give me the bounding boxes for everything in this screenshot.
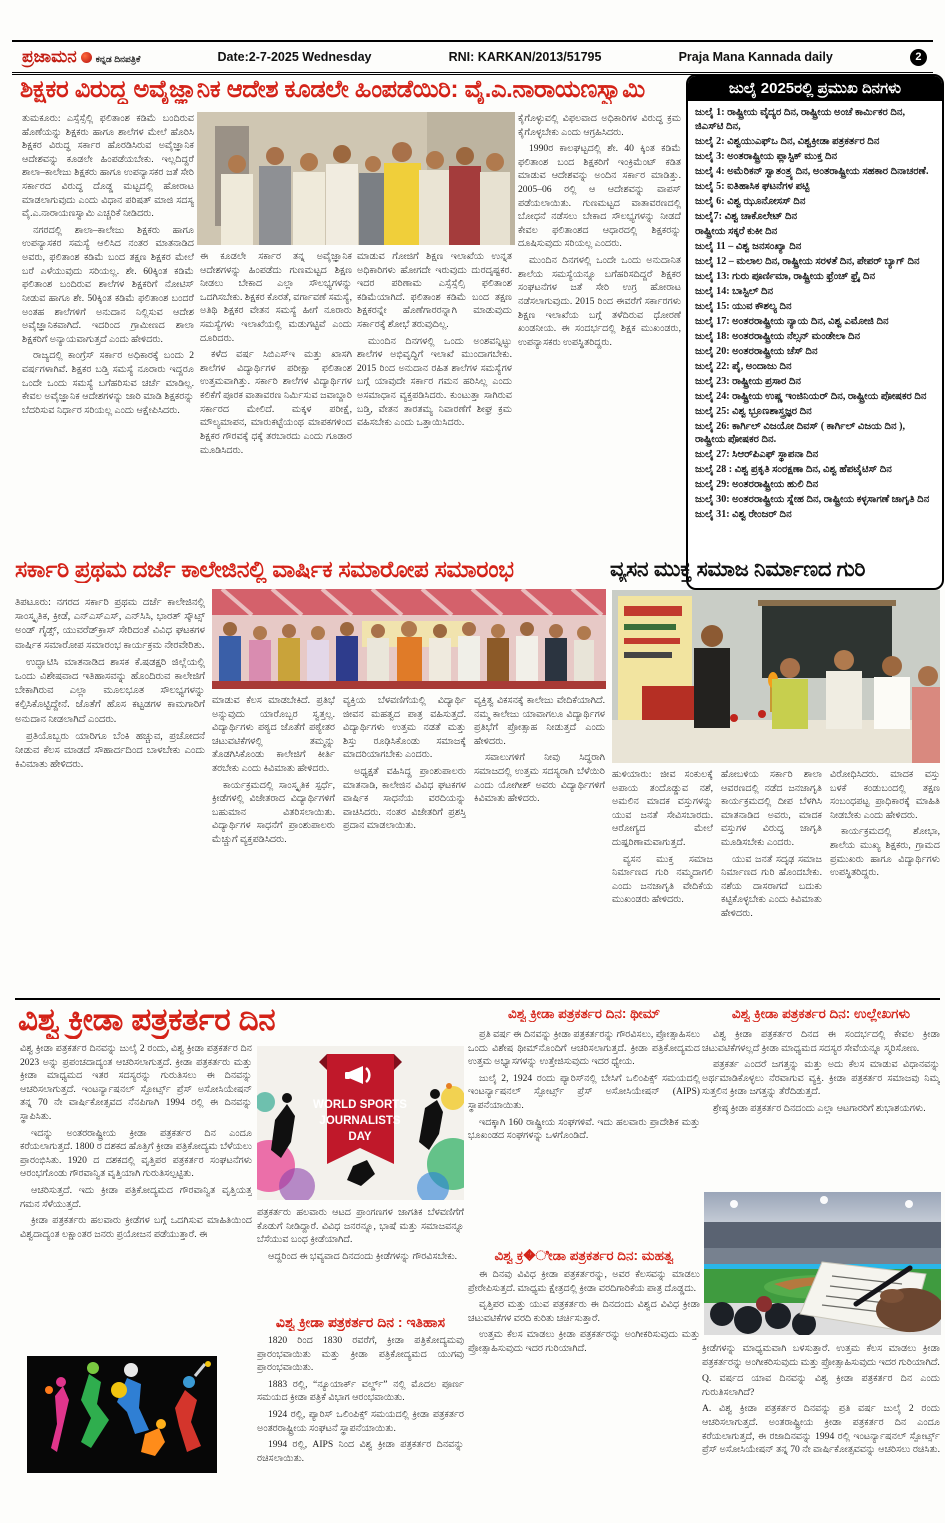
list-item: ಜುಲೈ 17: ಅಂತರರಾಷ್ಟ್ರೀಯ ನ್ಯಾಯ ದಿನ, ವಿಶ್ವ ಎಮೋಜಿ ದಿನ [695, 315, 889, 327]
july-days-box [686, 74, 944, 590]
story1-headline: ಶಿಕ್ಷಕರ ವಿರುದ್ಧ ಅವೈಜ್ಞಾನಿಕ ಆದೇಶ ಕೂಡಲೇ ಹಿಂಪಡೆಯಿರಿ: ವೈ.ಎ.ನಾರಾಯಣಸ್ವಾಮಿ [20, 76, 645, 103]
story4-qa-col [702, 1342, 940, 1520]
paragraph: ಹೋಬಳಿಯ ಸರ್ಕಾರಿ ಶಾಲಾ ಆವರಣದಲ್ಲಿ ನಡೆದ ಜನಜಾಗೃತಿ ಕಾರ್ಯಕ್ರಮದಲ್ಲಿ ದೀಪ ಬೆಳಗಿಸಿ ಮಾತನಾಡಿದ ಅವರು, ಮಾದಕ ವಸ್ತುಗಳ ವಿರುದ್ಧ ಜಾಗೃತಿ ಮೂಡಿಸಬೇಕು ಎಂದರು. [721, 769, 822, 849]
list-item: ಜುಲೈ 22: ಪೈ, ಅಂದಾಜು ದಿನ [695, 360, 792, 372]
list-item: ಜುಲೈ7: ವಿಶ್ವ ಚಾಕೊಲೇಟ್ ದಿನ [695, 210, 798, 222]
list-item: ಜುಲೈ 15: ಯುವ ಕೌಶಲ್ಯ ದಿನ [695, 300, 792, 312]
story4-subhead-quotes: ವಿಶ್ವ ಕ್ರೀಡಾ ಪತ್ರಕರ್ತರ ದಿನ: ಉಲ್ಲೇಖಗಳು [731, 1006, 911, 1021]
paragraph: ಸವಾಲುಗಳಿಗೆ ನೀವು ಸಿದ್ಧರಾಗಿ ಸಮಾಜದಲ್ಲಿ ಉತ್ತಮ ಸದಸ್ಯರಾಗಿ ಬೆಳೆಯಿರಿ ಎಂದು ಯೋಗೀಶ್ ಅವರು ವಿದ್ಯಾರ್ಥಿಗಳಿಗೆ ಕಿವಿಮಾತು ಹೇಳಿದರು. [474, 752, 605, 805]
story1-col3 [357, 250, 512, 574]
paragraph: ವಿಶ್ವ ಕ್ರೀಡಾ ಪತ್ರಕರ್ತರ ದಿನದ ಈ ಸಂದರ್ಭದಲ್ಲಿ ಕೇವಲ ಕ್ರೀಡಾ ಚಟುವಟಿಕೆಗಳಲ್ಲದೆ ಕ್ರೀಡಾ ಮಾಧ್ಯಮದ ಸದಸ್ಯರ ಸೇವೆಯನ್ನೂ ಸ್ಮರಿಸೋಣ. [702, 1029, 940, 1054]
paragraph: ಹುಳಿಯಾರು: ಜೀವ ಸಂಕುಲಕ್ಕೆ ಅಪಾಯ ತಂದೊಡ್ಡುವ ನಶೆ, ಅಮಲಿನ ಮಾದಕ ವಸ್ತುಗಳನ್ನು ಯುವ ಜನತೆ ಸೇವಿಸಬಾರದು. ಆರೋಗ್ಯದ ಮೇಲೆ ದುಷ್ಪರಿಣಾಮವಾಗುತ್ತದೆ. [612, 769, 713, 849]
list-item: ಜುಲೈ 27: ಸಿಆರ್‌ಪಿಎಫ್ ಸ್ಥಾಪನಾ ದಿನ [695, 449, 819, 461]
july-box-title: ಜುಲೈ 2025ರಲ್ಲಿ ಪ್ರಮುಖ ದಿನಗಳು [688, 76, 942, 101]
paragraph: 1883 ರಲ್ಲಿ, “ನ್ಯೂಯಾರ್ಕ್ ವರ್ಲ್ಡ್” ನಲ್ಲಿ ಮೊದಲ ಪೂರ್ಣ ಸಮಯದ ಕ್ರೀಡಾ ಪತ್ರಿಕೆ ವಿಭಾಗ ಆರಂಭವಾಯಿತು. [257, 1378, 464, 1404]
paragraph: ಶ್ರೇಷ್ಠ ಕ್ರೀಡಾ ಪತ್ರಕರ್ತರ ದಿನದಂದು ಎಲ್ಲಾ ಆಟಗಾರರಿಗೆ ಶುಭಾಶಯಗಳು. [713, 1103, 926, 1115]
paragraph: ಅಧ್ಯಕ್ಷತೆ ವಹಿಸಿದ್ದ ಪ್ರಾಂಶುಪಾಲರು ಮಾತನಾಡಿ, ಕಾಲೇಜಿನ ವಿವಿಧ ಘಟಕಗಳ ವಾರ್ಷಿಕ ಸಾಧನೆಯ ವರದಿಯನ್ನು ವಾಚಿಸಿದರು. ನಂತರ ವಿಜೇತರಿಗೆ ಪ್ರಶಸ್ತಿ ಪ್ರದಾನ ಮಾಡಲಾಯಿತು. [343, 766, 466, 832]
story3-event-photo [612, 590, 940, 763]
july-days-list [688, 101, 942, 528]
story2-col2 [212, 694, 335, 995]
story1-col1 [22, 112, 194, 574]
masthead [12, 40, 933, 75]
issue-date: Date:2-7-2025 Wednesday [217, 50, 372, 64]
paragraph: ರಾಜ್ಯದಲ್ಲಿ ಕಾಂಗ್ರೆಸ್ ಸರ್ಕಾರ ಅಧಿಕಾರಕ್ಕೆ ಬಂದು 2 ವರ್ಷಗಳಾಗಿವೆ. ಶಿಕ್ಷಕರ ಬಡ್ತಿ ಸಮಸ್ಯೆ ನೂರಾರು ಇದ್ದರೂ ಒಂದೇ ಒಂದು ಸಮಸ್ಯೆ ಬಗೆಹರಿಸುವ ಚರ್ಚೆ ಮಾಡಿಲ್ಲ. ಕೇವಲ ಅವೈಜ್ಞಾನಿಕ ಆದೇಶಗಳನ್ನು ಜಾರಿ ಮಾಡಿ ಶಿಕ್ಷಕರನ್ನು ಬೆದರಿಸುವ ನಿರ್ಧಾರ ಸರಿಯಲ್ಲ ಎಂದು ಆಕ್ಷೇಪಿಸಿದರು. [22, 350, 194, 416]
qa-question: Q. ವರ್ಷದ ಯಾವ ದಿನವನ್ನು ವಿಶ್ವ ಕ್ರೀಡಾ ಪತ್ರಕರ್ತರ ದಿನ ಎಂದು ಗುರುತಿಸಲಾಗಿದೆ? [702, 1373, 940, 1398]
list-item: ಜುಲೈ 31: ವಿಶ್ವ ರೇಂಜರ್ ದಿನ [695, 509, 792, 521]
paragraph: ಈ ಕೂಡಲೇ ಸರ್ಕಾರ ತನ್ನ ಅವೈಜ್ಞಾನಿಕ ಆದೇಶಗಳನ್ನು ಹಿಂಪಡೆದು ಗುಣಮಟ್ಟದ ಶಿಕ್ಷಣ ನೀಡಲು ಬೇಕಾದ ಎಲ್ಲಾ ಸೌಲಭ್ಯಗಳನ್ನು ಒದಗಿಸಬೇಕು. ಶಿಕ್ಷಕರ ಕೊರತೆ, ವರ್ಗಾವಣೆ ಸಮಸ್ಯೆ, ಅತಿಥಿ ಶಿಕ್ಷಕರ ವೇತನ ಸಮಸ್ಯೆ ಹೀಗೆ ನೂರಾರು ಸಮಸ್ಯೆಗಳು ಇಲಾಖೆಯಲ್ಲಿ ಮಡುಗಟ್ಟಿವೆ ಎಂದು ದೂರಿದರು. [200, 251, 352, 344]
paragraph: ಇದನ್ನು ಅಂತರರಾಷ್ಟ್ರೀಯ ಕ್ರೀಡಾ ಪತ್ರಕರ್ತರ ದಿನ ಎಂದೂ ಕರೆಯಲಾಗುತ್ತದೆ. 1800 ರ ದಶಕದ ಹೊತ್ತಿಗೆ ಕ್ರೀಡಾ ಪತ್ರಿಕೋದ್ಯಮ ಬೆಳೆಯಲು ಪ್ರಾರಂಭಿಸಿತು. 1920 ದ ದಶಕದಲ್ಲಿ ವೃತ್ತಿಪರ ಪತ್ರಕರ್ತರ ಸಂಘಟನೆಗಳು ಆರಂಭಗೊಂಡು ಗೌರವಾನ್ವಿತ ವೃತ್ತಿಯಾಗಿ ಗುರುತಿಸಲ್ಪಟ್ಟಿತು. [20, 1127, 252, 1180]
story4-subhead-history: ವಿಶ್ವ ಕ್ರೀಡಾ ಪತ್ರಕರ್ತರ ದಿನ : ಇತಿಹಾಸ [275, 1314, 446, 1330]
list-item: ಜುಲೈ 23: ರಾಷ್ಟ್ರೀಯ ಪ್ರಸಾರ ದಿನ [695, 375, 802, 387]
list-item: ಜುಲೈ 13: ಗುರು ಪೂರ್ಣಿಮಾ, ರಾಷ್ಟ್ರೀಯ ಫ್ರೆಂಚ್ ಫ್ರೈ ದಿನ [695, 270, 876, 282]
story4-subhead-importance: ವಿಶ್ವ ಕ್ರ�ೀಡಾ ಪತ್ರಕರ್ತರ ದಿನ: ಮಹತ್ವ [494, 1248, 674, 1263]
paragraph: ಆಚರಿಸುತ್ತದೆ. ಇದು ಕ್ರೀಡಾ ಪತ್ರಿಕೋದ್ಯಮದ ಗೌರವಾನ್ವಿತ ವೃತ್ತಿಯತ್ತ ಗಮನ ಸೆಳೆಯುತ್ತದೆ. [20, 1185, 252, 1210]
list-item: ಜುಲೈ 5: ಐತಿಹಾಸಿಕ ಘಟನೆಗಳ ಪಟ್ಟಿ [695, 180, 810, 192]
paragraph: ಆದ್ದರಿಂದ ಈ ಭವ್ಯವಾದ ದಿನದಂದು ಕ್ರೀಡೆಗಳನ್ನು ಗೌರವಿಸಬೇಕು. [268, 1250, 458, 1262]
qa-answer: A. ವಿಶ್ವ ಕ್ರೀಡಾ ಪತ್ರಕರ್ತರ ದಿನವನ್ನು ಪ್ರತಿ ವರ್ಷ ಜುಲೈ 2 ರಂದು ಆಚರಿಸಲಾಗುತ್ತದೆ. ಅಂತರಾಷ್ಟ್ರೀಯ ಕ್ರೀಡಾ ಪತ್ರಕರ್ತರ ದಿನ ಎಂದೂ ಕರೆಯಲಾಗುತ್ತದೆ, ಈ ರಜಾದಿನವನ್ನು 1994 ರಲ್ಲಿ ಇಂಟರ್ನ್ಯಾಷನಲ್ ಸ್ಪೋರ್ಟ್ಸ್ ಪ್ರೆಸ್ ಅಸೋಸಿಯೇಷನ್ ತನ್ನ 70 ನೇ ವಾರ್ಷಿಕೋತ್ಸವವನ್ನು ಆಚರಿಸಲು ರಚಿಸಿತು. [702, 1403, 940, 1456]
svg-text:JOURNALISTS: JOURNALISTS [319, 1115, 401, 1127]
paragraph: ತಿಪಟೂರು: ನಗರದ ಸರ್ಕಾರಿ ಪ್ರಥಮ ದರ್ಜೆ ಕಾಲೇಜಿನಲ್ಲಿ ಸಾಂಸ್ಕೃತಿಕ, ಕ್ರೀಡೆ, ಎನ್‌ಎಸ್‌ಎಸ್, ಎನ್‌ಸಿಸಿ, ಭಾರತ್ ಸ್ಕೌಟ್ಸ್ ಅಂಡ್ ಗೈಡ್ಸ್, ಯುವರೆಡ್‌ಕ್ರಾಸ್ ಸೇರಿದಂತೆ ವಿವಿಧ ಘಟಕಗಳ ವಾರ್ಷಿಕ ಸಮಾರೋಪ ಸಮಾರಂಭ ಕಾರ್ಯಕ್ರಮ ನೇರವೇರಿತು. [15, 597, 205, 651]
story1-col2 [200, 250, 352, 574]
paragraph: ವ್ಯಸನ ಮುಕ್ತ ಸಮಾಜ ನಿರ್ಮಾಣದ ಗುರಿ ನಮ್ಮದಾಗಲಿ ಎಂದು ಜನಜಾಗೃತಿ ವೇದಿಕೆಯ ಮುಖಂಡರು ಹೇಳಿದರು. [612, 853, 713, 906]
story4-col1 [20, 1042, 252, 1352]
paragraph: ಕಾರ್ಯಕ್ರಮದಲ್ಲಿ ಸಾಂಸ್ಕೃತಿಕ ಸ್ಪರ್ಧೆ, ಕ್ರೀಡೆಗಳಲ್ಲಿ ವಿಜೇತರಾದ ವಿದ್ಯಾರ್ಥಿಗಳಿಗೆ ಬಹುಮಾನ ವಿತರಿಸಲಾಯಿತು. ವಿದ್ಯಾರ್ಥಿಗಳ ಸಾಧನೆಗೆ ಪ್ರಾಂಶುಪಾಲರು ಮೆಚ್ಚುಗೆ ವ್ಯಕ್ತಪಡಿಸಿದರು. [212, 779, 335, 846]
story1-col4 [518, 112, 681, 574]
list-item: ಜುಲೈ 24: ರಾಷ್ಟ್ರೀಯ ಉಷ್ಣ ಇಂಜಿನಿಯರ್ ದಿನ, ರಾಷ್ಟ್ರೀಯ ಪೋಷಕರ ದಿನ [695, 390, 927, 402]
page-number-badge: 2 [910, 49, 927, 66]
story3-col3 [830, 768, 940, 995]
list-item: ಜುಲೈ 3: ಅಂತರಾಷ್ಟ್ರೀಯ ಪ್ಲಾಸ್ಟಿಕ್ ಮುಕ್ತ ದಿನ [695, 150, 838, 162]
list-item: ಜುಲೈ 2: ವಿಶ್ವಯುಎಫ್‌ಒ ದಿನ, ವಿಶ್ವಕ್ರೀಡಾ ಪತ್ರಕರ್ತರ ದಿನ [695, 135, 880, 147]
paragraph: ಮಾಡುವ ಕೆಲಸ ಮಾಡಬೇಕಿದೆ. ಪ್ರತಿಭೆ ಅನ್ನುವುದು ಯಾರೊಬ್ಬರ ಸ್ವತ್ತಲ್ಲ. ವಿದ್ಯಾರ್ಥಿಗಳು ಪಠ್ಯದ ಜೊತೆಗೆ ಪಠ್ಯೇತರ ಚಟುವಟಿಕೆಗಳಲ್ಲಿ ತಮ್ಮನ್ನು ತೊಡಗಿಸಿಕೊಂಡು ಕಾಲೇಜಿಗೆ ಕೀರ್ತಿ ತರಬೇಕು ಎಂದು ಕಿವಿಮಾತು ಹೇಳಿದರು. [212, 695, 335, 775]
list-item: ಜುಲೈ 4: ಅಮೆರಿಕನ್ ಸ್ವಾತಂತ್ರ್ಯ ದಿನ, ಅಂತರಾಷ್ಟ್ರೀಯ ಸಹಕಾರ ದಿನಾಚರಣೆ. [695, 165, 929, 177]
paragraph: ಪ್ರತಿ ವರ್ಷ ಈ ದಿನವನ್ನು ಕ್ರೀಡಾ ಪತ್ರಕರ್ತರನ್ನು ಗೌರವಿಸಲು, ಪ್ರೋತ್ಸಾಹಿಸಲು ಒಂದು ವಿಶೇಷ ಥೀಮ್‌ನೊಂದಿಗೆ ಆಚರಿಸಲಾಗುತ್ತದೆ. ಕ್ರೀಡಾ ಪತ್ರಿಕೋದ್ಯಮದ ಉತ್ತಮ ಅಭ್ಯಾಸಗಳನ್ನು ಉತ್ತೇಜಿಸುವುದು ಇದರ ಧ್ಯೇಯ. [468, 1029, 700, 1068]
section-divider [15, 998, 940, 1000]
paragraph: ಪ್ರತಿಯೊಬ್ಬರು ಯಾರಿಗೂ ಬೆಂಕಿ ಹಚ್ಚುವ, ಪ್ರಚೋದನೆ ನೀಡುವ ಕೆಲಸ ಮಾಡದೆ ಸೌಹಾರ್ದದಿಂದ ಬಾಳಬೇಕು ಎಂದು ಕಿವಿಮಾತು ಹೇಳಿದರು. [15, 730, 205, 771]
logo-tagline: ಕನ್ನಡ ದಿನಪತ್ರಿಕೆ [95, 54, 141, 64]
story3-headline: ವ್ಯಸನ ಮುಕ್ತ ಸಮಾಜ ನಿರ್ಮಾಣದ ಗುರಿ [610, 558, 866, 581]
story4-col2-intro [257, 1206, 464, 1312]
story3-col1 [612, 768, 713, 995]
paragraph: ಪತ್ರಕರ್ತರು ಹಲವಾರು ಆಟದ ಪ್ರಾಂಗಣಗಳ ಜಾಗತಿಕ ಬೆಳವಣಿಗೆಗೆ ಕೊಡುಗೆ ನೀಡಿದ್ದಾರೆ. ವಿವಿಧ ಜನರನ್ನೂ, ಭಾಷೆ ಮತ್ತು ಸಮಾಜವನ್ನೂ ಬೆಸೆಯುವ ಬಂಧ ಕ್ರೀಡೆಯಾಗಿದೆ. [257, 1207, 464, 1246]
list-item: ಜುಲೈ 30: ಅಂತರರಾಷ್ಟ್ರೀಯ ಸ್ನೇಹ ದಿನ, ರಾಷ್ಟ್ರೀಯ ಕಳ್ಳಸಾಗಣೆ ಜಾಗೃತಿ ದಿನ [695, 494, 930, 506]
logo-sun-icon [81, 52, 92, 63]
list-item: ಜುಲೈ 1: ರಾಷ್ಟ್ರೀಯ ವೈದ್ಯರ ದಿನ, ರಾಷ್ಟ್ರೀಯ ಅಂಚೆ ಕಾರ್ಮಿಕರ ದಿನ, ಜಿಎಸ್‌ಟಿ ದಿನ, [695, 107, 906, 132]
paragraph: 1924 ರಲ್ಲಿ, ಪ್ಯಾರಿಸ್ ಒಲಿಂಪಿಕ್ಸ್ ಸಮಯದಲ್ಲಿ ಕ್ರೀಡಾ ಪತ್ರಕರ್ತರ ಅಂತರರಾಷ್ಟ್ರೀಯ ಸಂಘಟನೆ ಸ್ಥಾಪನೆಯಾಯಿತು. [257, 1409, 464, 1434]
svg-text:DAY: DAY [348, 1131, 372, 1143]
paragraph: ತುಮಕೂರು: ಎಸ್ಸೆಸ್ಸೆಲ್ಲಿ ಫಲಿತಾಂಶ ಕಡಿಮೆ ಬಂದಿರುವ ಹೊಣೆಯನ್ನು ಶಿಕ್ಷಕರು ಹಾಗೂ ಶಾಲೆಗಳ ಮೇಲೆ ಹೊರಿಸಿ ಶಿಕ್ಷಕರ ವಿರುದ್ಧ ಸರ್ಕಾರ ಹೊರಡಿಸಿರುವ ಅವೈಜ್ಞಾನಿಕ ಆದೇಶವನ್ನು ಕೂಡಲೇ ಹಿಂಪಡೆಯಬೇಕು. ಇಲ್ಲದಿದ್ದರೆ ಶಾಲಾ–ಕಾಲೇಜು ಶಿಕ್ಷಕರು ಹಾಗೂ ಉಪನ್ಯಾಸಕರ ಜತೆ ಸೇರಿ ಸರ್ಕಾರದ ವಿರುದ್ಧ ದೊಡ್ಡ ಮಟ್ಟದಲ್ಲಿ ಹೋರಾಟ ಮಾಡಲಾಗುವುದು ಎಂದು ವಿಧಾನ ಪರಿಷತ್ ಮಾಜಿ ಸದಸ್ಯ ವೈ.ಎ.ನಾರಾಯಣಸ್ವಾಮಿ ಎಚ್ಚರಿಕೆ ನೀಡಿದರು. [22, 113, 194, 220]
story2-headline: ಸರ್ಕಾರಿ ಪ್ರಥಮ ದರ್ಜೆ ಕಾಲೇಜಿನಲ್ಲಿ ವಾರ್ಷಿಕ ಸಮಾರೋಪ ಸಮಾರಂಭ [15, 556, 514, 582]
story4-theme-col [468, 1028, 700, 1246]
paragraph: ಪತ್ರಕರ್ತ ಎಂದರೆ ಜಗತ್ತನ್ನು ಮತ್ತು ಅದು ಕೆಲಸ ಮಾಡುವ ವಿಧಾನವನ್ನು ಅರ್ಥಮಾಡಿಕೊಳ್ಳಲು ನೆರವಾಗುವ ವ್ಯಕ್ತಿ. ಕ್ರೀಡಾ ಪತ್ರಕರ್ತರ ಸಮಾಜವು ನಿಮ್ಮ ಸುತ್ತಲಿನ ಕ್ರೀಡಾ ಜಗತ್ತನ್ನು ತೆರೆದಿಡುತ್ತದೆ. [702, 1059, 940, 1098]
paragraph: ನಗರದಲ್ಲಿ ಶಾಲಾ–ಕಾಲೇಜು ಶಿಕ್ಷಕರು ಹಾಗೂ ಉಪನ್ಯಾಸಕರ ಸಮಸ್ಯೆ ಆಲಿಸಿದ ನಂತರ ಮಾತನಾಡಿದ ಅವರು, ಫಲಿತಾಂಶ ಕಡಿಮೆ ಬಂದ ತಕ್ಷಣ ಶಿಕ್ಷಕರ ಮೇಲೆ ಬರೆ ಎಳೆಯುವುದು ಸರಿಯಲ್ಲ. ಶೇ. 60ಕ್ಕಿಂತ ಕಡಿಮೆ ಫಲಿತಾಂಶ ಬಂದಿರುವ ಶಾಲೆಗಳ ಶಿಕ್ಷಕರಿಗೆ ನೋಟಿಸ್ ನೀಡುವ ಹಾಗೂ ಶೇ. 50ಕ್ಕಿಂತ ಕಡಿಮೆ ಫಲಿತಾಂಶ ಬಂದರೆ ಅಂತಹ ಶಾಲೆಗಳಿಗೆ ಅನುದಾನ ನಿಲ್ಲಿಸುವ ಆದೇಶ ಅವೈಜ್ಞಾನಿಕವಾಗಿದೆ. ಇದರಿಂದ ಗ್ರಾಮೀಣದ ಶಾಲಾ ಶಿಕ್ಷಕರಿಗೆ ಅನ್ಯಾಯವಾಗುತ್ತದೆ ಎಂದು ಹೇಳಿದರು. [22, 224, 194, 345]
paragraph: ಉತ್ತಮ ಕೆಲಸ ಮಾಡಲು ಕ್ರೀಡಾ ಪತ್ರಕರ್ತರನ್ನು ಅಂಗೀಕರಿಸುವುದು ಮತ್ತು ಪ್ರೋತ್ಸಾಹಿಸುವುದು ಇದರ ಗುರಿಯಾಗಿದೆ. [468, 1329, 700, 1355]
paragraph: ವೃತ್ತಿಪರ ಮತ್ತು ಯುವ ಪತ್ರಕರ್ತರು ಈ ದಿನದಂದು ವಿಶ್ವದ ವಿವಿಧ ಕ್ರೀಡಾ ಚಟುವಟಿಕೆಗಳ ವರದಿ ಕುರಿತು ಚರ್ಚಿಸುತ್ತಾರೆ. [468, 1299, 700, 1324]
list-item: ಜುಲೈ 12 – ಮಲಾಲ ದಿನ, ರಾಷ್ಟ್ರೀಯ ಸರಳತೆ ದಿನ, ಪೇಪರ್ ಬ್ಯಾಗ್ ದಿನ [695, 255, 920, 267]
list-item: ಜುಲೈ 26: ಕಾರ್ಗಿಲ್ ವಿಜಯೋ ದಿವಸ್ ( ಕಾರ್ಗಿಲ್ ವಿಜಯ ದಿನ ), ರಾಷ್ಟ್ರೀಯ ಪೋಷಕರ ದಿನ. [695, 420, 905, 446]
paragraph: ಕಳೆದ ವರ್ಷ ಸಿಬಿಎಸ್‌ಇ ಮತ್ತು ಖಾಸಗಿ ಶಾಲೆಗಳ ವಿದ್ಯಾರ್ಥಿಗಳ ಪರೀಕ್ಷಾ ಫಲಿತಾಂಶ ಉತ್ತಮವಾಗಿತ್ತು. ಸರ್ಕಾರಿ ಶಾಲೆಗಳ ವಿದ್ಯಾರ್ಥಿಗಳ ಕಲಿಕೆಗೆ ಪೂರಕ ವಾತಾವರಣ ನಿರ್ಮಿಸುವ ಜವಾಬ್ದಾರಿ ಸರ್ಕಾರದ ಮೇಲಿದೆ. ಮಕ್ಕಳ ಪರೀಕ್ಷೆ, ಮೌಲ್ಯಮಾಪನ, ಮಾರುಕಟ್ಟೆಯಂಥ ಮಾಪಕಗಳಿಂದ ಶಿಕ್ಷಕರ ಗೌರವಕ್ಕೆ ಧಕ್ಕೆ ತರಬಾರದು ಎಂದು ಗೂಡಾರ ಮೂಡಿಸಿದರು. [200, 349, 352, 456]
svg-text:WORLD SPORTS: WORLD SPORTS [313, 1099, 407, 1111]
story2-col1 [15, 596, 205, 995]
paragraph: ಕ್ರೀಡಾ ಪತ್ರಕರ್ತರು ಹಲವಾರು ಕ್ರೀಡೆಗಳ ಬಗ್ಗೆ ಒದಗಿಸುವ ಮಾಹಿತಿಯಿಂದ ವಿಶ್ವದಾದ್ಯಂತ ಲಕ್ಷಾಂತರ ಜನರು ಪ್ರಯೋಜನ ಪಡೆಯುತ್ತಾರೆ. ಈ [20, 1215, 252, 1240]
paragraph: ಉದ್ಘಾಟಿಸಿ ಮಾತನಾಡಿದ ಶಾಸಕ ಕೆ.ಷಡಕ್ಷರಿ ಜಿಲ್ಲೆಯಲ್ಲಿ ಒಂದು ವಿಶೇಷವಾದ ಇತಿಹಾಸವನ್ನು ಹೊಂದಿರುವ ಕಾಲೇಜಿಗೆ ಬೇಕಾಗಿರುವ ಎಲ್ಲಾ ಮೂಲಭೂತ ಸೌಲಭ್ಯಗಳನ್ನು ಕಲ್ಪಿಸಿಕೊಟ್ಟಿದ್ದೇನೆ. ಜೊತೆಗೆ ಹೊಸ ಕಟ್ಟಡಗಳ ಕಾಮಗಾರಿಗೆ ಅನುದಾನ ನೀಡಲಾಗಿದೆ ಎಂದರು. [15, 656, 205, 725]
story4-headline: ವಿಶ್ವ ಕ್ರೀಡಾ ಪತ್ರಕರ್ತರ ದಿನ [18, 1002, 276, 1037]
story2-col3 [343, 694, 466, 995]
paragraph: ವಿರೋಧಿಸಿದರು. ಮಾದಕ ವಸ್ತು ಬಳಕೆ ಕಂಡುಬಂದಲ್ಲಿ ತಕ್ಷಣ ಸಂಬಂಧಪಟ್ಟ ಪ್ರಾಧಿಕಾರಕ್ಕೆ ಮಾಹಿತಿ ನೀಡಬೇಕು ಎಂದು ಹೇಳಿದರು. [830, 769, 940, 821]
paragraph: ವಿಶ್ವ ಕ್ರೀಡಾ ಪತ್ರಕರ್ತರ ದಿನವನ್ನು ಜುಲೈ 2 ರಂದು, ವಿಶ್ವ ಕ್ರೀಡಾ ಪತ್ರಕರ್ತರ ದಿನ 2023 ಅನ್ನು ಪ್ರಪಂಚದಾದ್ಯಂತ ಆಚರಿಸಲಾಗುತ್ತದೆ. ಕ್ರೀಡಾ ಪತ್ರಕರ್ತರು ಮತ್ತು ಕ್ರೀಡಾ ಮಾಧ್ಯಮದ ಇತರ ಸದಸ್ಯರನ್ನು ಗುರುತಿಸಲು ಈ ದಿನವನ್ನು ಆಚರಿಸಲಾಗುತ್ತದೆ. ಇಂಟರ್ನ್ಯಾಷನಲ್ ಸ್ಪೋರ್ಟ್ಸ್ ಪ್ರೆಸ್ ಅಸೋಸಿಯೇಷನ್ ತನ್ನ 70 ನೇ ವಾರ್ಷಿಕೋತ್ಸವದ ನೆನಪಿಗಾಗಿ 1994 ರಲ್ಲಿ ಈ ದಿನವನ್ನು ಸ್ಥಾಪಿಸಿತು. [20, 1043, 252, 1123]
story2-col4 [474, 694, 605, 995]
paragraph: ಮಾಡುವ ಗೋಜಿಗೆ ಶಿಕ್ಷಣ ಇಲಾಖೆಯ ಉನ್ನತ ಅಧಿಕಾರಿಗಳು ಹೋಗದೇ ಇರುವುದು ದುರದೃಷ್ಟಕರ. ಇದರ ಪರಿಣಾಮ ಎಸ್ಸೆಸ್ಸೆಲ್ಸಿ ಫಲಿತಾಂಶ ಕಡಿಮೆಯಾಗಿದೆ. ಫಲಿತಾಂಶ ಕಡಿಮೆ ಬಂದ ತಕ್ಷಣ ಶಿಕ್ಷಕರನ್ನೇ ಹೊಣೆಗಾರರನ್ನಾಗಿ ಮಾಡುವುದು ಸರ್ಕಾರಕ್ಕೆ ಶೋಭೆ ತರುವುದಿಲ್ಲ. [357, 251, 512, 331]
newspaper-logo [12, 47, 140, 67]
story4-history-col [257, 1334, 464, 1520]
list-item: ಜುಲೈ 11 – ವಿಶ್ವ ಜನಸಂಖ್ಯಾ ದಿನ [695, 240, 802, 252]
story3-col2 [721, 768, 822, 995]
paragraph: ಈ ದಿನವು ವಿವಿಧ ಕ್ರೀಡಾ ಪತ್ರಕರ್ತರನ್ನು, ಅವರ ಕೆಲಸವನ್ನು ಮಾಡಲು ಪ್ರೇರೇಪಿಸುತ್ತದೆ. ಮಾಧ್ಯಮ ಕ್ಷೇತ್ರದಲ್ಲಿ ಕ್ರೀಡಾ ವರದಿಗಾರಿಕೆಯ ಪಾತ್ರ ದೊಡ್ಡದು. [468, 1269, 700, 1294]
story4-importance-col [468, 1268, 700, 1518]
story4-quotes-col [702, 1028, 940, 1190]
paragraph: ಮುಂದಿನ ದಿನಗಳಲ್ಲಿ ಒಂದೇ ಒಂದು ಅನುದಾನಿತ ಶಾಲೆಯ ಸಮಸ್ಯೆಯನ್ನೂ ಬಗೆಹರಿಸದಿದ್ದರೆ ಶಿಕ್ಷಕರ ಸಂಘಟನೆಗಳ ಜತೆ ಸೇರಿ ಉಗ್ರ ಹೋರಾಟ ನಡೆಸಲಾಗುವುದು. 2015 ರಿಂದ ಈವರೆಗೆ ಸರ್ಕಾರಗಳು ಶಿಕ್ಷಣ ಇಲಾಖೆಯ ಬಗ್ಗೆ ತಳೆದಿರುವ ಧೋರಣೆ ಖಂಡನೀಯ. ಈ ಸಂದರ್ಭದಲ್ಲಿ ಶಿಕ್ಷಕ ಮುಖಂಡರು, ಉಪನ್ಯಾಸಕರು ಉಪಸ್ಥಿತರಿದ್ದರು. [518, 255, 681, 348]
paragraph: ವ್ಯಕ್ತಿತ್ವ ವಿಕಸನಕ್ಕೆ ಕಾಲೇಜು ವೇದಿಕೆಯಾಗಿದೆ. ನಮ್ಮ ಕಾಲೇಜು ಯಾವಾಗಲೂ ವಿದ್ಯಾರ್ಥಿಗಳ ಪ್ರತಿಭೆಗೆ ಪ್ರೋತ್ಸಾಹ ನೀಡುತ್ತದೆ ಎಂದು ಹೇಳಿದರು. [474, 695, 605, 747]
list-item: ಜುಲೈ 25: ವಿಶ್ವ ಭ್ರೂಣಶಾಸ್ತ್ರಜ್ಞರ ದಿನ [695, 405, 812, 417]
logo-text: ಪ್ರಜಾಮನ [22, 47, 77, 66]
story4-subhead-theme: ವಿಶ್ವ ಕ್ರೀಡಾ ಪತ್ರಕರ್ತರ ದಿನ: ಥೀಮ್ [508, 1006, 660, 1021]
sports-silhouettes-image [27, 1356, 217, 1473]
paragraph: 1994 ರಲ್ಲಿ, AIPS ನಿಂದ ವಿಶ್ವ ಕ್ರೀಡಾ ಪತ್ರಕರ್ತರ ದಿನವನ್ನು ರಚಿಸಲಾಯಿತು. [257, 1439, 464, 1464]
list-item: ಜುಲೈ 20: ಅಂತರರಾಷ್ಟ್ರೀಯ ಚೆಸ್ ದಿನ [695, 345, 818, 357]
paragraph: ಮುಂದಿನ ದಿನಗಳಲ್ಲಿ ಒಂದು ಅಂಶವನ್ನಿಟ್ಟು ಶಾಲೆಗಳ ಅಭಿವೃದ್ಧಿಗೆ ಇಲಾಖೆ ಮುಂದಾಗಬೇಕು. 2015 ರಿಂದ ಅನುದಾನ ರಹಿತ ಶಾಲೆಗಳ ಸಮಸ್ಯೆಗಳ ಬಗ್ಗೆ ಯಾವುದೇ ಸರ್ಕಾರ ಗಮನ ಹರಿಸಿಲ್ಲ ಎಂದು ಅಸಮಾಧಾನ ವ್ಯಕ್ತಪಡಿಸಿದರು. ಕುಂಟುತ್ತಾ ಸಾಗಿರುವ ಬಡ್ತಿ, ವೇತನ ತಾರತಮ್ಯ ನಿವಾರಣೆಗೆ ಶೀಘ್ರ ಕ್ರಮ ವಹಿಸಬೇಕು ಎಂದು ಒತ್ತಾಯಿಸಿದರು. [357, 335, 512, 429]
list-item: ಜುಲೈ 14: ಬಾಸ್ಟಿಲ್ ದಿನ [695, 285, 774, 297]
paragraph: ಜುಲೈ 2, 1924 ರಂದು ಪ್ಯಾರಿಸ್‌ನಲ್ಲಿ ಬೇಸಿಗೆ ಒಲಿಂಪಿಕ್ಸ್ ಸಮಯದಲ್ಲಿ ಇಂಟರ್ನ್ಯಾಷನಲ್ ಸ್ಪೋರ್ಟ್ಸ್ ಪ್ರೆಸ್ ಅಸೋಸಿಯೇಷನ್ (AIPS) ಸ್ಥಾಪನೆಯಾಯಿತು. [468, 1072, 700, 1112]
paragraph: ಕಾರ್ಯಕ್ರಮದಲ್ಲಿ ಶೋಭಾ, ಶಾಲೆಯ ಮುಖ್ಯ ಶಿಕ್ಷಕರು, ಗ್ರಾಮದ ಪ್ರಮುಖರು ಹಾಗೂ ವಿದ್ಯಾರ್ಥಿಗಳು ಉಪಸ್ಥಿತರಿದ್ದರು. [830, 826, 940, 879]
paragraph: ಕ್ರೀಡೆಗಳನ್ನು ಮಾಧ್ಯಮವಾಗಿ ಬಳಸುತ್ತಾರೆ. ಉತ್ತಮ ಕೆಲಸ ಮಾಡಲು ಕ್ರೀಡಾ ಪತ್ರಕರ್ತರನ್ನು ಅಂಗೀಕರಿಸುವುದು ಮತ್ತು ಪ್ರೋತ್ಸಾಹಿಸುವುದು ಇದರ ಗುರಿಯಾಗಿದೆ. [702, 1343, 940, 1368]
paragraph: ವ್ಯಕ್ತಿಯ ಬೆಳವಣಿಗೆಯಲ್ಲಿ ವಿದ್ಯಾರ್ಥಿ ಜೀವನ ಮಹತ್ವದ ಪಾತ್ರ ವಹಿಸುತ್ತದೆ. ವಿದ್ಯಾರ್ಥಿಗಳು ಉತ್ತಮ ನಡತೆ ಮತ್ತು ಶಿಸ್ತು ರೂಢಿಸಿಕೊಂಡು ಸಮಾಜಕ್ಕೆ ಮಾದರಿಯಾಗಬೇಕು ಎಂದರು. [343, 695, 466, 761]
paragraph: ಇದಕ್ಕಾಗಿ 160 ರಾಷ್ಟ್ರೀಯ ಸಂಘಗಳಿವೆ. ಇದು ಹಲವಾರು ಪ್ರಾದೇಶಿಕ ಮತ್ತು ಭೂಖಂಡದ ಸಂಘಗಳನ್ನು ಒಳಗೊಂಡಿದೆ. [468, 1116, 700, 1142]
list-item: ಜುಲೈ 18: ಅಂತರರಾಷ್ಟ್ರೀಯ ನೆಲ್ಸನ್ ಮಂಡೇಲಾ ದಿನ [695, 330, 861, 342]
rni-number: RNI: KARKAN/2013/51795 [448, 50, 602, 64]
paper-name: Praja Mana Kannada daily [678, 50, 833, 64]
world-sports-journalists-day-poster [257, 1046, 464, 1200]
list-item: ರಾಷ್ಟ್ರೀಯ ಸಕ್ಕರೆ ಕುಕೀ ದಿನ [695, 225, 778, 237]
paragraph: ಯುವ ಜನತೆ ಸದೃಢ ಸಮಾಜ ನಿರ್ಮಾಣದ ಗುರಿ ಹೊಂದಬೇಕು. ನಶೆಯ ದಾಸರಾಗದೆ ಬದುಕು ಕಟ್ಟಿಕೊಳ್ಳಬೇಕು ಎಂದು ಕಿವಿಮಾತು ಹೇಳಿದರು. [721, 853, 822, 920]
paragraph: 1820 ರಿಂದ 1830 ರವರೆಗೆ, ಕ್ರೀಡಾ ಪತ್ರಿಕೋದ್ಯಮವು ಪ್ರಾರಂಭವಾಯಿತು ಮತ್ತು ಕ್ರೀಡಾ ಪತ್ರಿಕೋದ್ಯಮದ ಯುಗವು ಪ್ರಾರಂಭವಾಯಿತು. [257, 1335, 464, 1374]
story1-group-photo [197, 112, 515, 245]
list-item: ಜುಲೈ 28 : ವಿಶ್ವ ಪ್ರಕೃತಿ ಸಂರಕ್ಷಣಾ ದಿನ, ವಿಶ್ವ ಹೆಪಟೈಟಿಸ್ ದಿನ [695, 464, 892, 476]
paragraph: 1990ರ ಕಾಲಘಟ್ಟದಲ್ಲಿ ಶೇ. 40 ಕ್ಕಿಂತ ಕಡಿಮೆ ಫಲಿತಾಂಶ ಬಂದ ಶಿಕ್ಷಕರಿಗೆ ಇಂಕ್ರಿಮೆಂಟ್ ಕಡಿತ ಮಾಡುವ ಆದೇಶವನ್ನು ಅಂದಿನ ಸರ್ಕಾರ ಮಾಡಿತ್ತು. 2005–06 ರಲ್ಲಿ ಆ ಆದೇಶವನ್ನು ವಾಪಸ್ ಪಡೆಯಲಾಯಿತು. ಗುಣಮಟ್ಟದ ವಾತಾವರಣದಲ್ಲಿ ಬೋಧನೆ ನಡೆಸಲು ಬೇಕಾದ ಸೌಲಭ್ಯಗಳನ್ನು ನೀಡದೆ ಕೇವಲ ಫಲಿತಾಂಶದ ಆಧಾರದಲ್ಲಿ ಶಿಕ್ಷಕರನ್ನು ದೂಷಿಸುವುದು ಸರಿಯಲ್ಲ ಎಂದರು. [518, 143, 681, 250]
stadium-notepad-photo [704, 1192, 941, 1335]
list-item: ಜುಲೈ 29: ಅಂತರರಾಷ್ಟ್ರೀಯ ಹುಲಿ ದಿನ [695, 479, 819, 491]
paragraph: ಕೈಗೊಳ್ಳುವಲ್ಲಿ ವಿಫಲವಾದ ಅಧಿಕಾರಿಗಳ ವಿರುದ್ಧ ಕ್ರಮ ಕೈಗೊಳ್ಳಬೇಕು ಎಂದು ಆಗ್ರಹಿಸಿದರು. [518, 113, 681, 138]
story2-stage-photo [212, 589, 606, 689]
list-item: ಜುಲೈ 6: ವಿಶ್ವ ಝೂನೋಸಸ್ ದಿನ [695, 195, 806, 207]
